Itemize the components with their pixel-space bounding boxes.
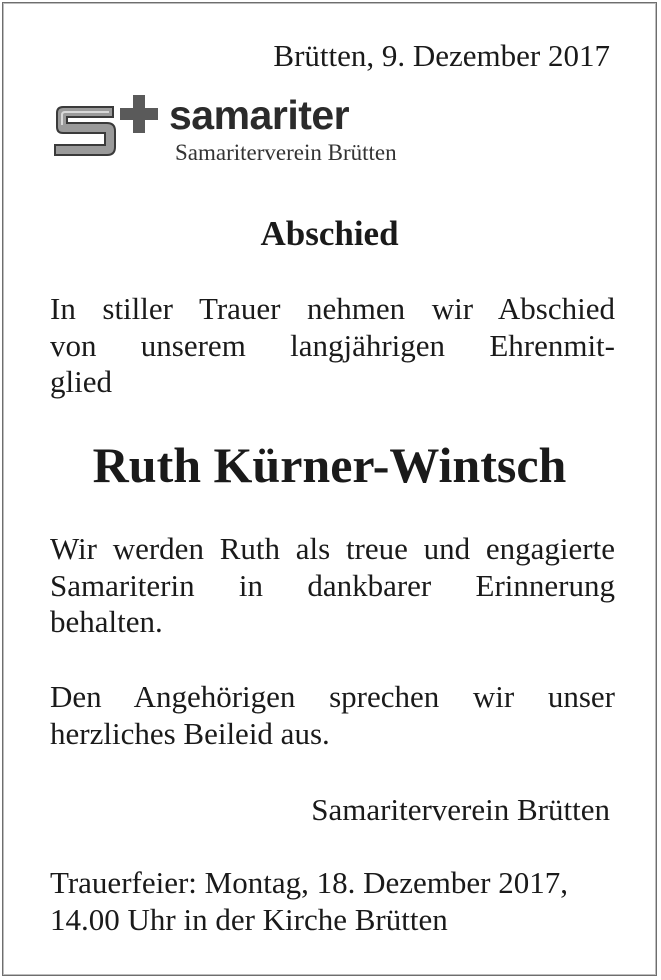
intro-line: glied	[50, 364, 112, 399]
condolence-line: herzliches Beileid aus.	[50, 715, 330, 751]
s-plus-logo-icon	[51, 93, 163, 165]
logo-subtitle: Samariterverein Brütten	[175, 140, 397, 165]
memory-line: behalten.	[50, 604, 163, 639]
notice-heading: Abschied	[260, 214, 399, 253]
service-line: Trauerfeier: Montag, 18. Dezember 2017,	[50, 865, 568, 900]
memory-line: Samariterin in dankbarer Erinnerung	[50, 567, 615, 603]
service-line: 14.00 Uhr in der Kirche Brütten	[50, 901, 448, 937]
signature: Samariterverein Brütten	[311, 792, 610, 827]
service-paragraph	[50, 865, 615, 938]
logo-wordmark: samariter	[169, 92, 350, 138]
memory-line: Wir werden Ruth als treue und engagierte	[50, 531, 615, 566]
deceased-name: Ruth Kürner-Wintsch	[92, 437, 567, 493]
memory-paragraph	[50, 531, 615, 641]
intro-line: von unserem langjährigen Ehrenmit-	[50, 327, 615, 363]
samariter-logo	[51, 93, 471, 168]
intro-paragraph	[50, 291, 615, 401]
death-notice	[2, 2, 657, 976]
condolence-line: Den Angehörigen sprechen wir unser	[50, 679, 615, 714]
date-line: Brütten, 9. Dezember 2017	[273, 38, 610, 73]
condolence-paragraph	[50, 679, 615, 752]
intro-line: In stiller Trauer nehmen wir Abschied	[50, 291, 615, 326]
